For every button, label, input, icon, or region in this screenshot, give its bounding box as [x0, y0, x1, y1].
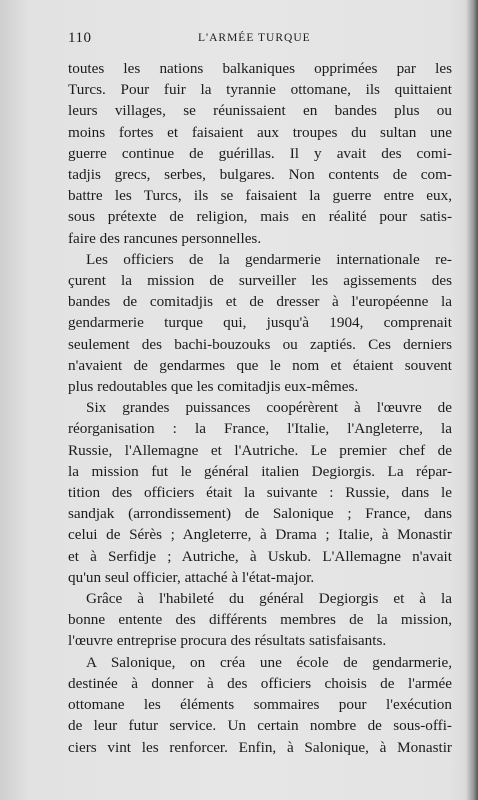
text-line: qu'un seul officier, attaché à l'état-major. [68, 568, 315, 586]
paragraph [68, 652, 452, 758]
paragraph [68, 588, 452, 652]
text-line: destinée à donner à des officiers choisis de l'armée [68, 674, 452, 692]
text-line: çurent la mission de surveiller les agissements des [68, 272, 452, 290]
text-line: et à Serfidje ; Autriche, à Uskub. L'Allemagne n'avait [68, 547, 452, 565]
text-line: faire des rancunes personnelles. [68, 229, 262, 247]
text-line: bandes de comitadjis et de dresser à l'européenne la [68, 293, 452, 311]
text-line: tition des officiers était la suivante : Russie, dans le [68, 484, 452, 502]
text-line: toutes les nations balkaniques opprimées par les [68, 60, 452, 77]
text-line: Les officiers de la gendarmerie internationale re- [86, 250, 452, 268]
text-line: tadjis grecs, serbes, bulgares. Non contents de com- [68, 166, 452, 184]
text-line: gendarmerie turque qui, jusqu'à 1904, comprenait [68, 314, 452, 332]
text-line: leurs villages, se réunissaient en bandes plus ou [68, 102, 452, 120]
paragraph [68, 249, 452, 397]
running-head: L'ARMÉE TURQUE [198, 32, 311, 44]
text-line: celui de Sérès ; Angleterre, à Drama ; Italie, à Monastir [68, 526, 452, 544]
text-line: Russie, l'Allemagne et l'Autriche. Le premier chef de [68, 441, 452, 459]
text-line: sandjak (arrondissement) de Salonique ; France, dans [68, 505, 452, 523]
paragraph [68, 58, 452, 249]
text-line: n'avaient de gendarmes que le nom et étaient souvent [68, 356, 452, 374]
text-line: A Salonique, on créa une école de gendarmerie, [86, 653, 452, 671]
text-line: ottomane les éléments sommaires pour l'exécution [68, 696, 452, 714]
text-line: ciers vint les renforcer. Enfin, à Salonique, à Monastir [68, 738, 452, 756]
text-line: plus redoutables que les comitadjis eux-mêmes. [68, 378, 359, 396]
text-line: moins fortes et faisaient aux troupes du sultan une [68, 123, 452, 141]
page-header [68, 30, 418, 48]
page-edge-shadow [466, 0, 478, 800]
text-line: bonne entente des différents membres de la mission, [68, 611, 452, 629]
text-line: l'œuvre entreprise procura des résultats satisfaisants. [68, 632, 387, 650]
text-line: battre les Turcs, ils se faisaient la guerre entre eux, [68, 187, 452, 205]
paragraph [68, 397, 452, 588]
text-line: guerre continue de guérillas. Il y avait des comi- [68, 144, 452, 162]
text-line: Grâce à l'habileté du général Degiorgis et à la [86, 590, 452, 608]
text-line: de leur futur service. Un certain nombre de sous-offi- [68, 717, 452, 735]
page-number: 110 [68, 30, 92, 46]
text-line: réorganisation : la France, l'Italie, l'Angleterre, la [68, 420, 452, 438]
text-line: Turcs. Pour fuir la tyrannie ottomane, ils quittaient [68, 81, 452, 99]
text-line: la mission fut le général italien Degiorgis. La répar- [68, 462, 452, 480]
text-line: sous prétexte de religion, mais en réalité pour satis- [68, 208, 452, 226]
text-line: seulement des bachi-bouzouks ou zaptiés. Ces derniers [68, 335, 452, 353]
body-text [68, 58, 452, 758]
text-line: Six grandes puissances coopérèrent à l'œuvre de [86, 399, 452, 417]
